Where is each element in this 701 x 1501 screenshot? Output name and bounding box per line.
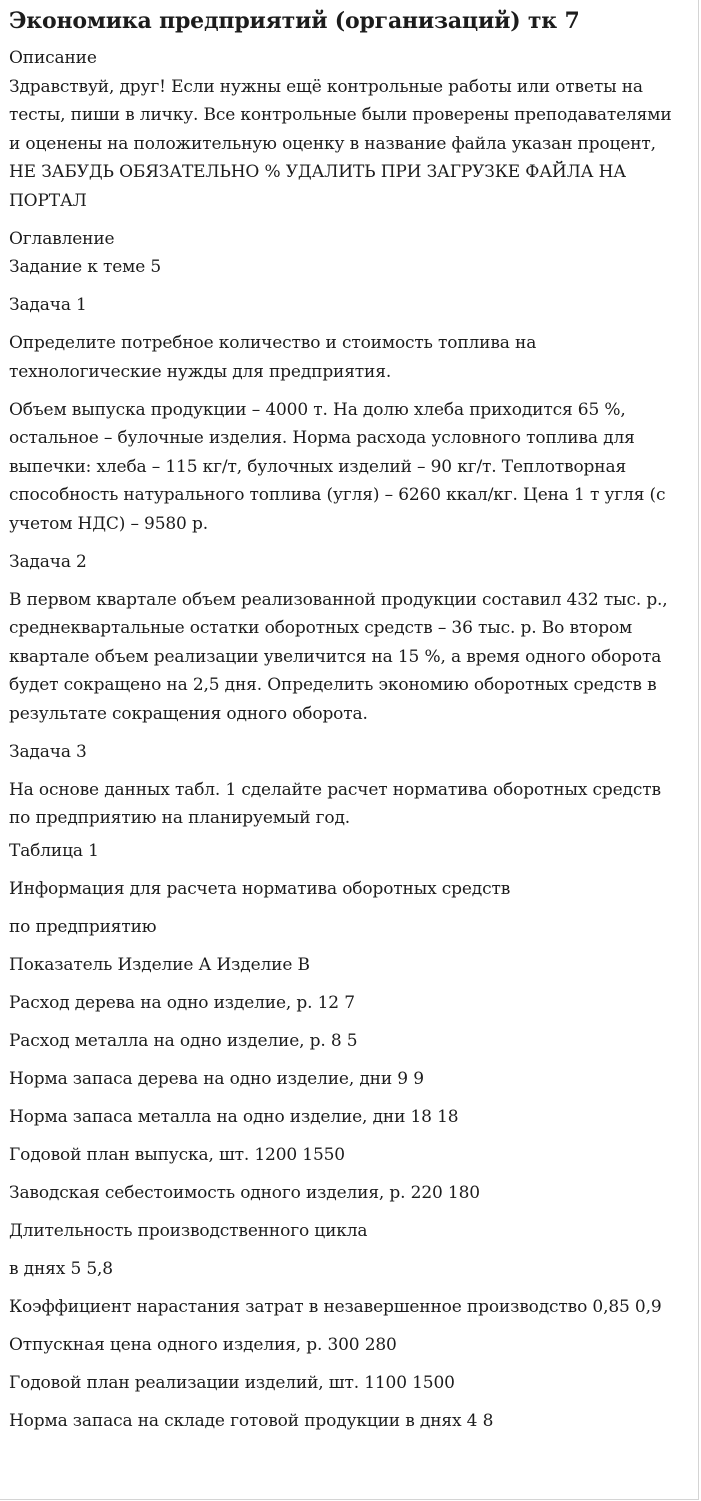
task-3-heading: Задача 3 (9, 741, 87, 762)
task-1-paragraph-1: Определите потребное количество и стоимость топлива на технологические нужды для предприятия. (9, 333, 537, 382)
task-2-heading: Задача 2 (9, 551, 87, 572)
task-3-paragraph-1: На основе данных табл. 1 сделайте расчет норматива оборотных средств по предприятию на планируемый год. (9, 779, 661, 828)
toc-label: Оглавление (9, 228, 115, 249)
table-row: Коэффициент нарастания затрат в незавершенное производство 0,85 0,9 (9, 1296, 662, 1317)
table-row: Годовой план реализации изделий, шт. 1100 1500 (9, 1372, 455, 1393)
description-text: Здравствуй, друг! Если нужны ещё контрольные работы или ответы на тесты, пиши в личку. Все контрольные были проверены преподавателями и оценены на положительную оценку в название файла указан процент, НЕ ЗАБУДЬ ОБЯЗАТЕЛЬНО % УДАЛИТЬ ПРИ ЗАГРУЗКЕ ФАЙЛА НА ПОРТАЛ (9, 76, 672, 211)
table-caption-line-1: Информация для расчета норматива оборотных средств (9, 878, 511, 899)
table-row: Годовой план выпуска, шт. 1200 1550 (9, 1144, 345, 1165)
table-row: Расход металла на одно изделие, р. 8 5 (9, 1030, 358, 1051)
table-row: Показатель Изделие А Изделие В (9, 954, 310, 975)
table-row: Норма запаса дерева на одно изделие, дни 9 9 (9, 1068, 424, 1089)
task-1-heading: Задача 1 (9, 295, 87, 315)
document-title: Экономика предприятий (организаций) тк 7 (9, 8, 580, 34)
table-row: в днях 5 5,8 (9, 1258, 113, 1279)
task-2-paragraph-1: В первом квартале объем реализованной продукции составил 432 тыс. р., среднеквартальные остатки оборотных средств – 36 тыс. р. Во втором квартале объем реализации увеличится на 15 %, а время одного оборота будет сокращено на 2,5 дня. Определить экономию оборотных средств в результате сокращения одного оборота. (9, 589, 668, 724)
table-row: Длительность производственного цикла (9, 1220, 368, 1241)
toc-topic: Задание к теме 5 (9, 257, 162, 277)
table-row: Норма запаса на складе готовой продукции в днях 4 8 (9, 1410, 494, 1431)
table-label: Таблица 1 (9, 840, 99, 861)
description-label: Описание (9, 48, 97, 68)
table-row: Отпускная цена одного изделия, р. 300 280 (9, 1334, 397, 1355)
table-caption-line-2: по предприятию (9, 916, 157, 937)
table-row: Заводская себестоимость одного изделия, р. 220 180 (9, 1182, 480, 1203)
table-row: Расход дерева на одно изделие, р. 12 7 (9, 992, 355, 1013)
table-row: Норма запаса металла на одно изделие, дни 18 18 (9, 1106, 459, 1127)
task-1-paragraph-2: Объем выпуска продукции – 4000 т. На долю хлеба приходится 65 %, остальное – булочные изделия. Норма расхода условного топлива для выпечки: хлеба – 115 кг/т, булочных изделий – 90 кг/т. Теплотворная способность натурального топлива (угля) – 6260 ккал/кг. Цена 1 т угля (с учетом НДС) – 9580 р. (9, 399, 666, 534)
